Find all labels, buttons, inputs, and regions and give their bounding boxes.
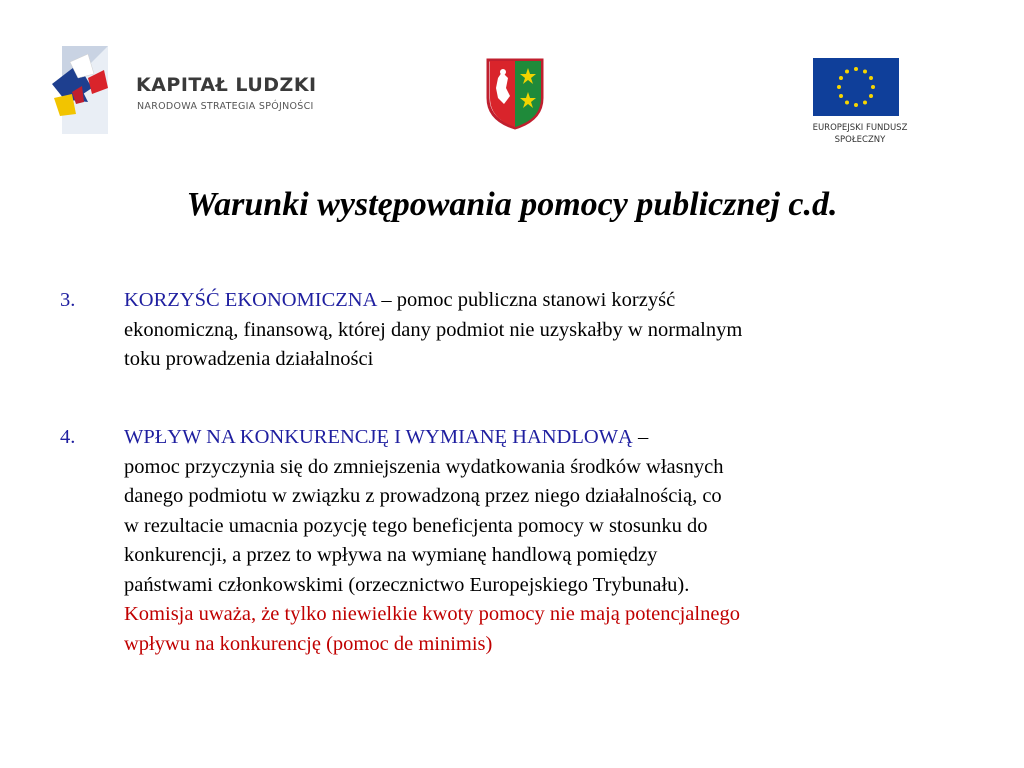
item-line: danego podmiotu w związku z prowadzoną przez niego działalnością, co: [124, 485, 722, 507]
kapital-ludzki-emblem: [48, 44, 128, 136]
item-line: [124, 423, 994, 453]
item-line: w rezultacie umacnia pozycję tego beneficjenta pomocy w stosunku do: [124, 514, 708, 537]
item-note-line: wpływu na konkurencję (pomoc de minimis): [124, 632, 493, 655]
item-number: 4.: [60, 426, 76, 448]
kapital-ludzki-subtitle: NARODOWA STRATEGIA SPÓJNOŚCI: [137, 101, 314, 112]
item-line: [124, 286, 994, 316]
item-heading: WPŁYW NA KONKURENCJĘ I WYMIANĘ HANDLOWĄ: [124, 426, 633, 448]
kapital-ludzki-title: KAPITAŁ LUDZKI: [136, 74, 317, 96]
eu-fund-logo: [795, 58, 925, 150]
eu-caption-line2: SPOŁECZNY: [834, 135, 886, 145]
item-line: konkurencji, a przez to wpływa na wymianę handlową pomiędzy: [124, 544, 658, 566]
eu-caption-line1: EUROPEJSKI FUNDUSZ: [812, 123, 908, 133]
item-note-line: Komisja uważa, że tylko niewielkie kwoty pomocy nie mają potencjalnego: [124, 603, 740, 625]
item-heading: KORZYŚĆ EKONOMICZNA: [124, 289, 377, 311]
item-line: pomoc przyczynia się do zmniejszenia wydatkowania środków własnych: [124, 455, 724, 478]
eu-fund-caption: [795, 122, 925, 146]
item-line: toku prowadzenia działalności: [124, 348, 374, 370]
kapital-ludzki-logo: [48, 44, 368, 136]
slide-title: Warunki występowania pomocy publicznej c.d.: [186, 186, 838, 223]
eu-flag-icon: [795, 58, 925, 118]
item-number: 3.: [60, 289, 76, 311]
item-body: [124, 423, 994, 659]
coat-of-arms: [486, 58, 544, 130]
item-line: ekonomiczną, finansową, której dany podmiot nie uzyskałby w normalnym: [124, 318, 743, 341]
item-dash: –: [632, 426, 649, 448]
item-line: państwami członkowskimi (orzecznictwo Europejskiego Trybunału).: [124, 573, 690, 596]
item-line-text: – pomoc publiczna stanowi korzyść: [376, 289, 676, 311]
item-body: [124, 286, 994, 375]
